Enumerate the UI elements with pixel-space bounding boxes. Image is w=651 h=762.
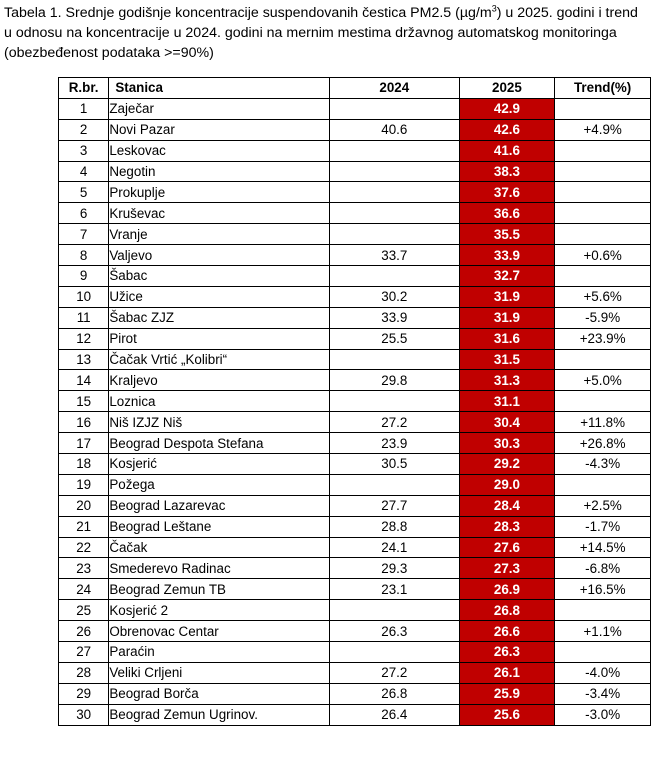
value-2024: [330, 642, 460, 663]
station-name: Obrenovac Centar: [109, 621, 330, 642]
trend-value: -3.4%: [555, 683, 651, 704]
table-row: [59, 286, 651, 307]
value-2024: 27.2: [330, 662, 460, 683]
value-2024: 30.5: [330, 454, 460, 475]
value-2025: 35.5: [459, 224, 555, 245]
row-number: 30: [59, 704, 109, 725]
row-number: 11: [59, 307, 109, 328]
station-name: Novi Pazar: [109, 119, 330, 140]
trend-value: [555, 391, 651, 412]
station-name: Požega: [109, 474, 330, 495]
row-number: 28: [59, 662, 109, 683]
table-row: [59, 266, 651, 287]
table-row: [59, 642, 651, 663]
value-2025: 41.6: [459, 140, 555, 161]
station-name: Vranje: [109, 224, 330, 245]
value-2025: 27.3: [459, 558, 555, 579]
row-number: 26: [59, 621, 109, 642]
station-name: Užice: [109, 286, 330, 307]
value-2025: 42.9: [459, 98, 555, 119]
value-2025: 31.1: [459, 391, 555, 412]
table-row: [59, 537, 651, 558]
row-number: 20: [59, 495, 109, 516]
trend-value: +26.8%: [555, 433, 651, 454]
table-row: [59, 224, 651, 245]
row-number: 24: [59, 579, 109, 600]
value-2025: 37.6: [459, 182, 555, 203]
table-row: [59, 579, 651, 600]
trend-value: [555, 642, 651, 663]
trend-value: +14.5%: [555, 537, 651, 558]
trend-value: [555, 224, 651, 245]
table-row: [59, 182, 651, 203]
header-2025: 2025: [459, 78, 555, 99]
value-2025: 29.0: [459, 474, 555, 495]
row-number: 23: [59, 558, 109, 579]
value-2024: 33.7: [330, 245, 460, 266]
table-row: [59, 600, 651, 621]
value-2025: 29.2: [459, 454, 555, 475]
value-2025: 26.3: [459, 642, 555, 663]
station-name: Kosjerić: [109, 454, 330, 475]
trend-value: +2.5%: [555, 495, 651, 516]
header-row: [59, 78, 651, 99]
station-name: Negotin: [109, 161, 330, 182]
row-number: 18: [59, 454, 109, 475]
row-number: 15: [59, 391, 109, 412]
table-row: [59, 245, 651, 266]
value-2024: [330, 391, 460, 412]
table-row: [59, 474, 651, 495]
value-2024: [330, 224, 460, 245]
row-number: 6: [59, 203, 109, 224]
row-number: 27: [59, 642, 109, 663]
trend-value: +0.6%: [555, 245, 651, 266]
trend-value: -3.0%: [555, 704, 651, 725]
value-2024: [330, 474, 460, 495]
table-row: [59, 140, 651, 161]
value-2024: 29.8: [330, 370, 460, 391]
table-row: [59, 349, 651, 370]
value-2024: 26.4: [330, 704, 460, 725]
row-number: 12: [59, 328, 109, 349]
table-row: [59, 203, 651, 224]
station-name: Niš IZJZ Niš: [109, 412, 330, 433]
value-2025: 26.8: [459, 600, 555, 621]
station-name: Beograd Borča: [109, 683, 330, 704]
row-number: 19: [59, 474, 109, 495]
value-2025: 30.4: [459, 412, 555, 433]
row-number: 2: [59, 119, 109, 140]
table-row: [59, 370, 651, 391]
value-2025: 31.6: [459, 328, 555, 349]
row-number: 29: [59, 683, 109, 704]
station-name: Beograd Zemun Ugrinov.: [109, 704, 330, 725]
trend-value: +1.1%: [555, 621, 651, 642]
station-name: Valjevo: [109, 245, 330, 266]
station-name: Beograd Leštane: [109, 516, 330, 537]
value-2025: 28.3: [459, 516, 555, 537]
value-2025: 31.5: [459, 349, 555, 370]
trend-value: [555, 474, 651, 495]
table-caption: [4, 3, 649, 63]
value-2024: [330, 266, 460, 287]
trend-value: +5.0%: [555, 370, 651, 391]
value-2025: 26.1: [459, 662, 555, 683]
trend-value: [555, 98, 651, 119]
value-2024: [330, 161, 460, 182]
value-2025: 30.3: [459, 433, 555, 454]
value-2024: 40.6: [330, 119, 460, 140]
pm25-table: [58, 77, 651, 726]
value-2025: 25.9: [459, 683, 555, 704]
value-2025: 26.9: [459, 579, 555, 600]
table-row: [59, 391, 651, 412]
station-name: Pirot: [109, 328, 330, 349]
trend-value: [555, 266, 651, 287]
row-number: 17: [59, 433, 109, 454]
station-name: Paraćin: [109, 642, 330, 663]
table-row: [59, 495, 651, 516]
value-2024: [330, 98, 460, 119]
value-2024: [330, 349, 460, 370]
value-2025: 25.6: [459, 704, 555, 725]
row-number: 4: [59, 161, 109, 182]
value-2025: 33.9: [459, 245, 555, 266]
table-row: [59, 454, 651, 475]
row-number: 10: [59, 286, 109, 307]
trend-value: -1.7%: [555, 516, 651, 537]
value-2024: 23.1: [330, 579, 460, 600]
value-2025: 31.3: [459, 370, 555, 391]
station-name: Kraljevo: [109, 370, 330, 391]
row-number: 14: [59, 370, 109, 391]
station-name: Prokuplje: [109, 182, 330, 203]
station-name: Beograd Despota Stefana: [109, 433, 330, 454]
row-number: 16: [59, 412, 109, 433]
table-row: [59, 433, 651, 454]
trend-value: [555, 140, 651, 161]
station-name: Čačak: [109, 537, 330, 558]
station-name: Beograd Zemun TB: [109, 579, 330, 600]
trend-value: [555, 600, 651, 621]
header-trend: Trend(%): [555, 78, 651, 99]
row-number: 3: [59, 140, 109, 161]
station-name: Beograd Lazarevac: [109, 495, 330, 516]
row-number: 9: [59, 266, 109, 287]
value-2024: 24.1: [330, 537, 460, 558]
table-row: [59, 307, 651, 328]
value-2024: 25.5: [330, 328, 460, 349]
trend-value: -6.8%: [555, 558, 651, 579]
station-name: Smederevo Radinac: [109, 558, 330, 579]
trend-value: +23.9%: [555, 328, 651, 349]
value-2024: [330, 203, 460, 224]
station-name: Šabac ZJZ: [109, 307, 330, 328]
trend-value: -4.3%: [555, 454, 651, 475]
value-2024: 26.8: [330, 683, 460, 704]
station-name: Šabac: [109, 266, 330, 287]
table-row: [59, 558, 651, 579]
value-2025: 31.9: [459, 286, 555, 307]
trend-value: [555, 349, 651, 370]
trend-value: +5.6%: [555, 286, 651, 307]
table-row: [59, 621, 651, 642]
trend-value: -5.9%: [555, 307, 651, 328]
row-number: 5: [59, 182, 109, 203]
trend-value: +16.5%: [555, 579, 651, 600]
row-number: 8: [59, 245, 109, 266]
value-2024: 23.9: [330, 433, 460, 454]
table-row: [59, 704, 651, 725]
value-2025: 28.4: [459, 495, 555, 516]
header-station: Stanica: [109, 78, 330, 99]
caption-superscript: 3: [491, 3, 497, 14]
value-2025: 26.6: [459, 621, 555, 642]
value-2025: 27.6: [459, 537, 555, 558]
value-2024: 29.3: [330, 558, 460, 579]
station-name: Veliki Crljeni: [109, 662, 330, 683]
table-row: [59, 516, 651, 537]
trend-value: +11.8%: [555, 412, 651, 433]
value-2024: 27.7: [330, 495, 460, 516]
table-row: [59, 662, 651, 683]
value-2025: 31.9: [459, 307, 555, 328]
row-number: 1: [59, 98, 109, 119]
row-number: 7: [59, 224, 109, 245]
row-number: 22: [59, 537, 109, 558]
trend-value: [555, 182, 651, 203]
table-row: [59, 119, 651, 140]
value-2024: [330, 600, 460, 621]
header-rbr: R.br.: [59, 78, 109, 99]
row-number: 21: [59, 516, 109, 537]
value-2024: 27.2: [330, 412, 460, 433]
value-2024: [330, 182, 460, 203]
station-name: Zaječar: [109, 98, 330, 119]
station-name: Leskovac: [109, 140, 330, 161]
station-name: Čačak Vrtić „Kolibri“: [109, 349, 330, 370]
value-2024: 30.2: [330, 286, 460, 307]
table-row: [59, 683, 651, 704]
trend-value: +4.9%: [555, 119, 651, 140]
table-body: [59, 98, 651, 725]
value-2025: 38.3: [459, 161, 555, 182]
station-name: Loznica: [109, 391, 330, 412]
row-number: 13: [59, 349, 109, 370]
station-name: Kosjerić 2: [109, 600, 330, 621]
value-2025: 36.6: [459, 203, 555, 224]
value-2024: 26.3: [330, 621, 460, 642]
value-2024: 33.9: [330, 307, 460, 328]
value-2025: 32.7: [459, 266, 555, 287]
trend-value: [555, 203, 651, 224]
row-number: 25: [59, 600, 109, 621]
trend-value: [555, 161, 651, 182]
station-name: Kruševac: [109, 203, 330, 224]
value-2025: 42.6: [459, 119, 555, 140]
caption-text-end: ) u 2025. godini i trend u odnosu na koncentracije u 2024. godini na mernim mestima državnog automatskog monitoringa (obezbeđenost podataka >=90%): [4, 5, 638, 61]
table-row: [59, 328, 651, 349]
trend-value: -4.0%: [555, 662, 651, 683]
table-row: [59, 161, 651, 182]
caption-text-start: Tabela 1. Srednje godišnje koncentracije suspendovanih čestica PM2.5 (µg/m: [4, 5, 492, 21]
header-2024: 2024: [330, 78, 460, 99]
table-row: [59, 412, 651, 433]
value-2024: 28.8: [330, 516, 460, 537]
table-row: [59, 98, 651, 119]
value-2024: [330, 140, 460, 161]
